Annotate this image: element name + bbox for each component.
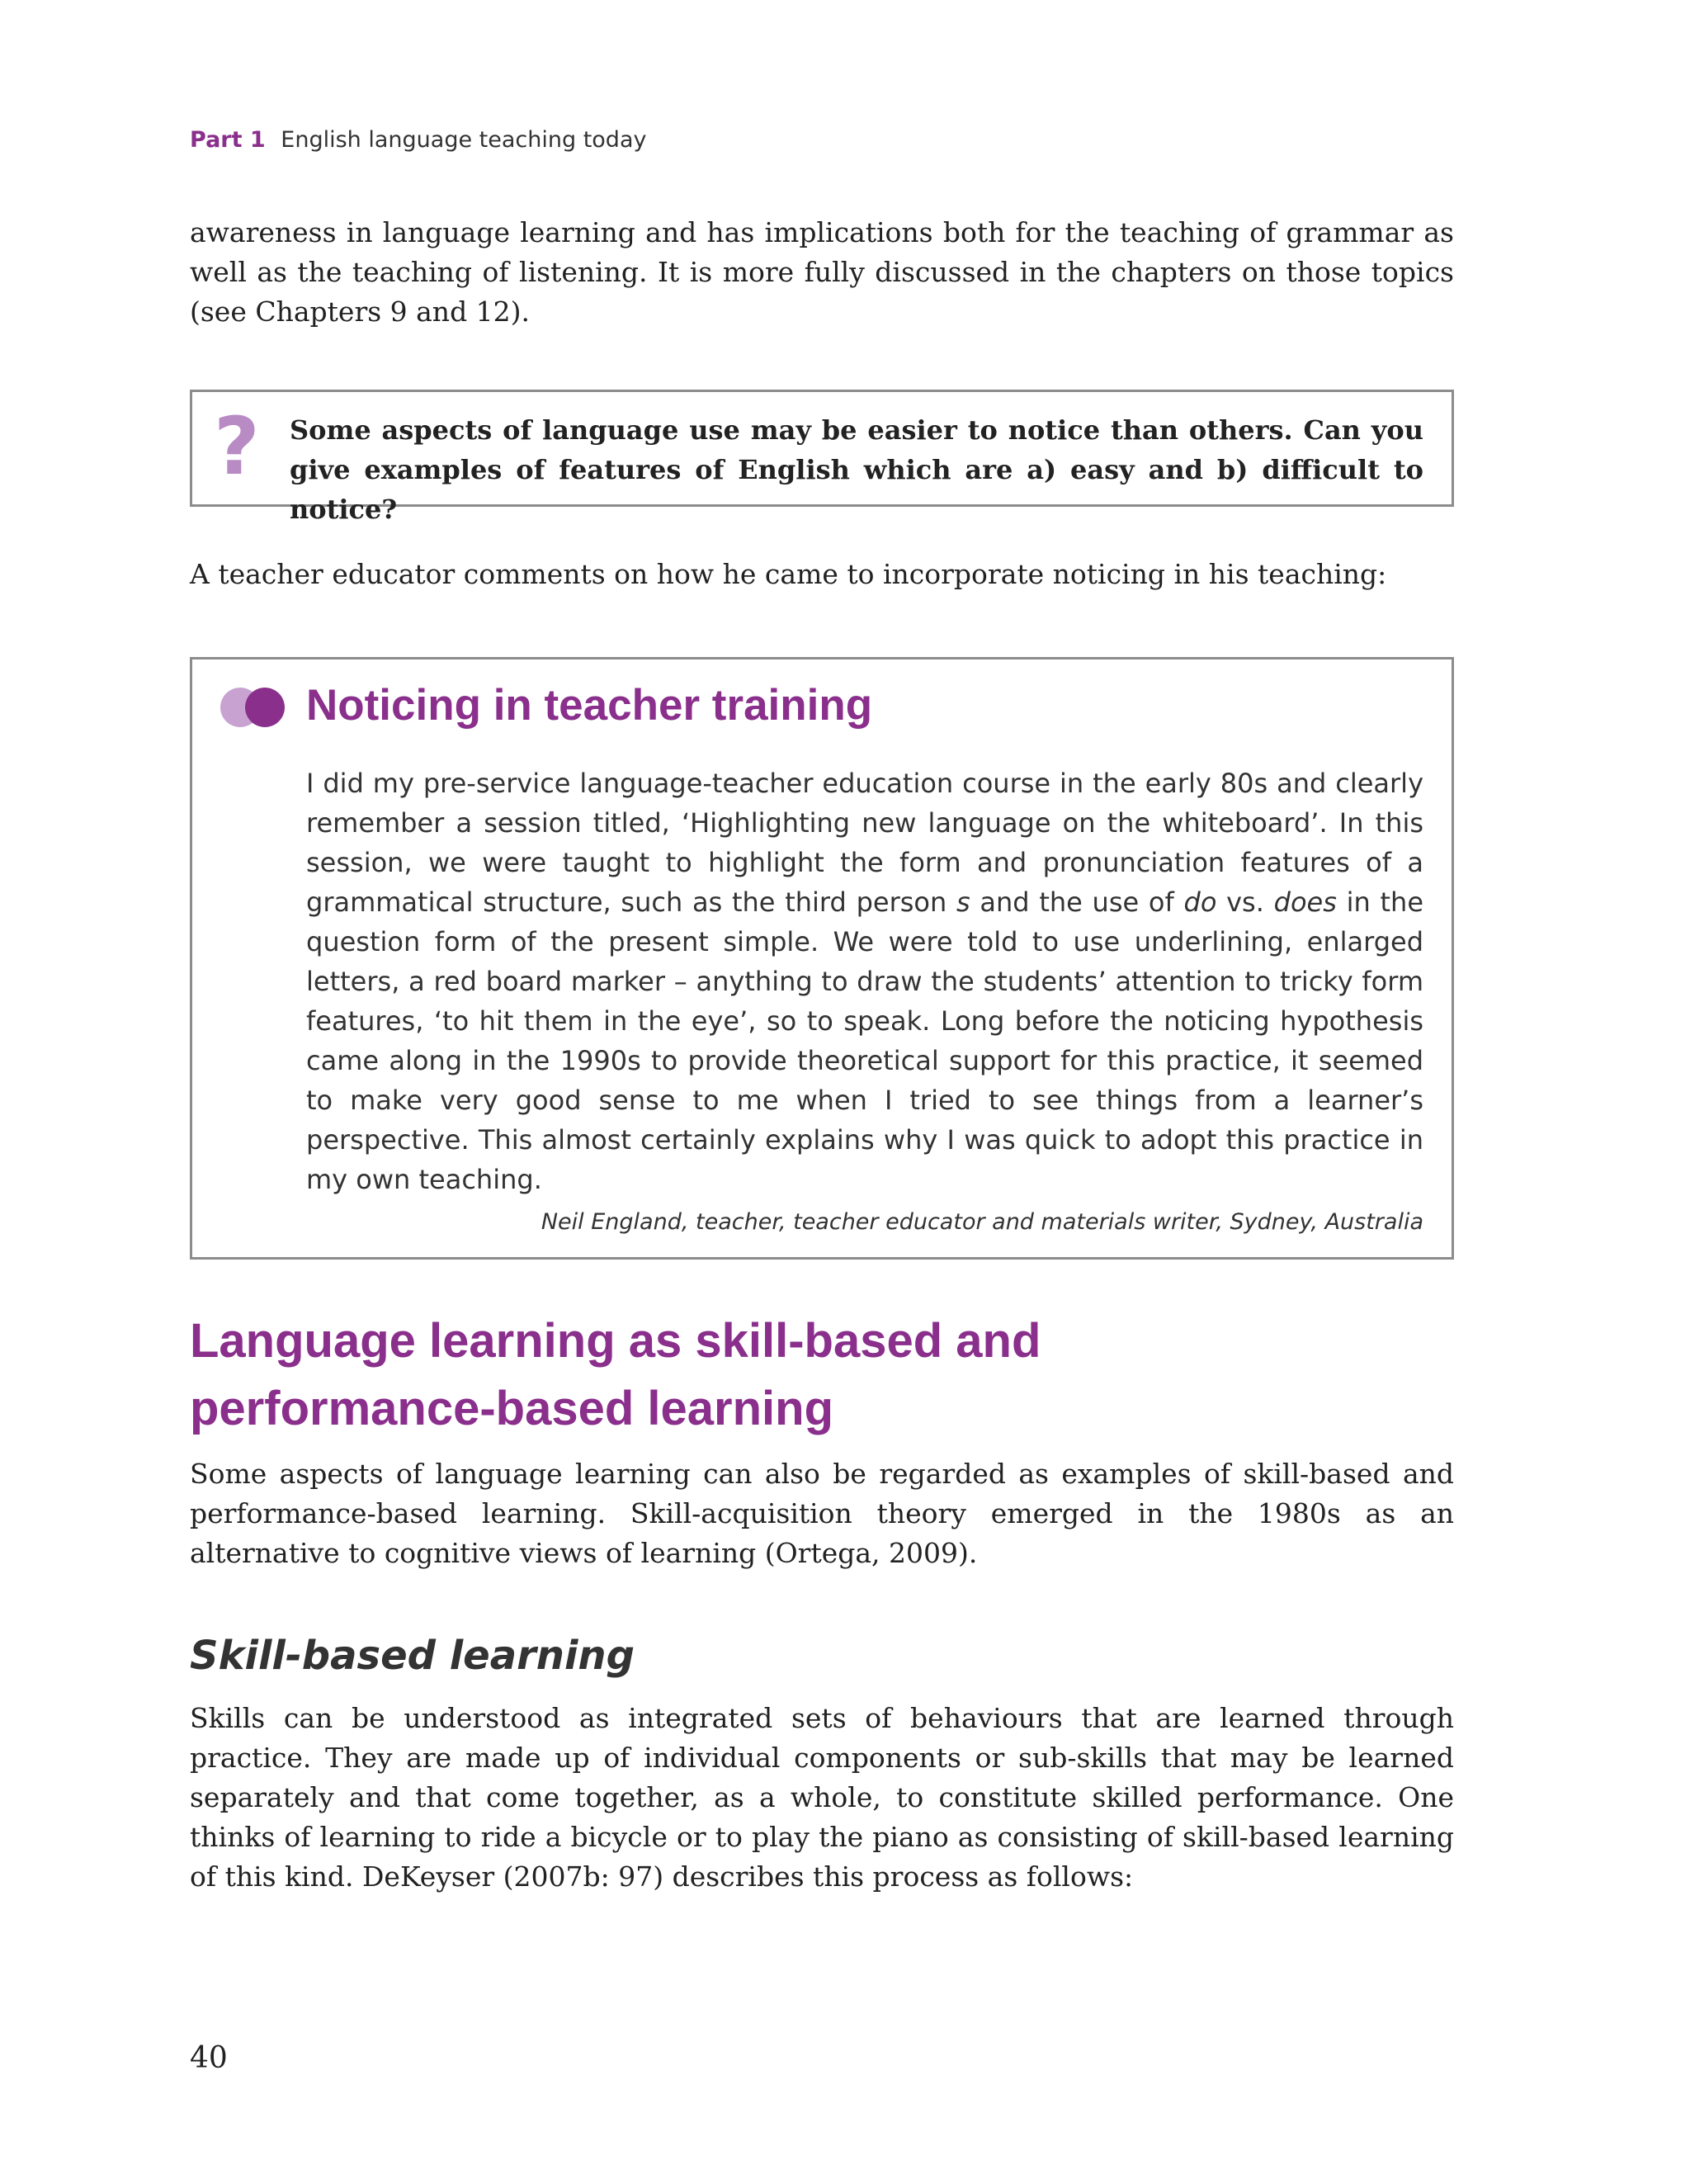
quote-body-part4: in the question form of the present simple. We were told to use underlining, enlarged letters, a red board marker – anything to draw the students’ attention to tricky form features, ‘to hit them in the eye’, so to speak. Long before the noticing hypothesis came along in the 1990s to provide theoretical support for this practice, it seemed to make very good sense to me when I tried to see things from a learner’s perspective. This almost certainly explains why I was quick to adopt this practice in my own teaching.	[306, 886, 1424, 1195]
question-box	[190, 390, 1454, 525]
quote-body-part1: I did my pre-service language-teacher education course in the early 80s and clearly remember a session titled, ‘Highlighting new language on the whiteboard’. In this session, we were taught to highlight the form and pronunciation features of a grammatical structure, such as the third person	[306, 768, 1423, 918]
running-head-title: English language teaching today	[281, 127, 647, 153]
intro-paragraph: awareness in language learning and has implications both for the teaching of grammar as well as the teaching of listening. It is more fully discussed in the chapters on those topics (see Chapters 9 and 12).	[190, 216, 1454, 328]
quote-body-em-does: does	[1273, 886, 1337, 918]
circle-dark	[245, 688, 285, 727]
page-number: 40	[190, 2041, 228, 2075]
quote-body-part2: and the use of	[970, 886, 1184, 918]
running-head-part: Part 1	[190, 127, 266, 153]
quote-body	[306, 763, 1423, 1199]
quote-box	[190, 657, 1454, 1260]
question-text: Some aspects of language use may be easier to notice than others. Can you give examples of features of English which are a) easy and b) difficult to notice?	[290, 414, 1423, 525]
subsection-heading: Skill-based learning	[190, 1633, 635, 1679]
quote-body-part3: vs.	[1216, 886, 1274, 918]
section-heading-line2: performance-based learning	[190, 1382, 833, 1435]
quote-title: Noticing in teacher training	[306, 681, 873, 730]
quote-body-em-s: s	[956, 886, 970, 918]
overlapping-circles-icon	[220, 686, 290, 729]
quote-attribution: Neil England, teacher, teacher educator and materials writer, Sydney, Australia	[541, 1209, 1423, 1235]
subsection-paragraph: Skills can be understood as integrated sets of behaviours that are learned through practice. They are made up of individual components or sub-skills that may be learned separately and that come together, as a whole, to constitute skilled performance. One thinks of learning to ride a bicycle or to play the piano as consisting of skill-based learning of this kind. DeKeyser (2007b: 97) describes this process as follows:	[190, 1702, 1454, 1893]
question-mark-icon: ?	[214, 400, 260, 493]
lead-in-paragraph: A teacher educator comments on how he came to incorporate noticing in his teaching:	[190, 558, 1387, 590]
running-head	[190, 127, 646, 153]
section-paragraph: Some aspects of language learning can also be regarded as examples of skill-based and performance-based learning. Skill-acquisition theory emerged in the 1980s as an alternative to cognitive views of learning (Ortega, 2009).	[190, 1458, 1454, 1569]
section-heading	[190, 1307, 1428, 1443]
quote-body-em-do: do	[1183, 886, 1217, 918]
section-heading-line1: Language learning as skill-based and	[190, 1314, 1041, 1368]
